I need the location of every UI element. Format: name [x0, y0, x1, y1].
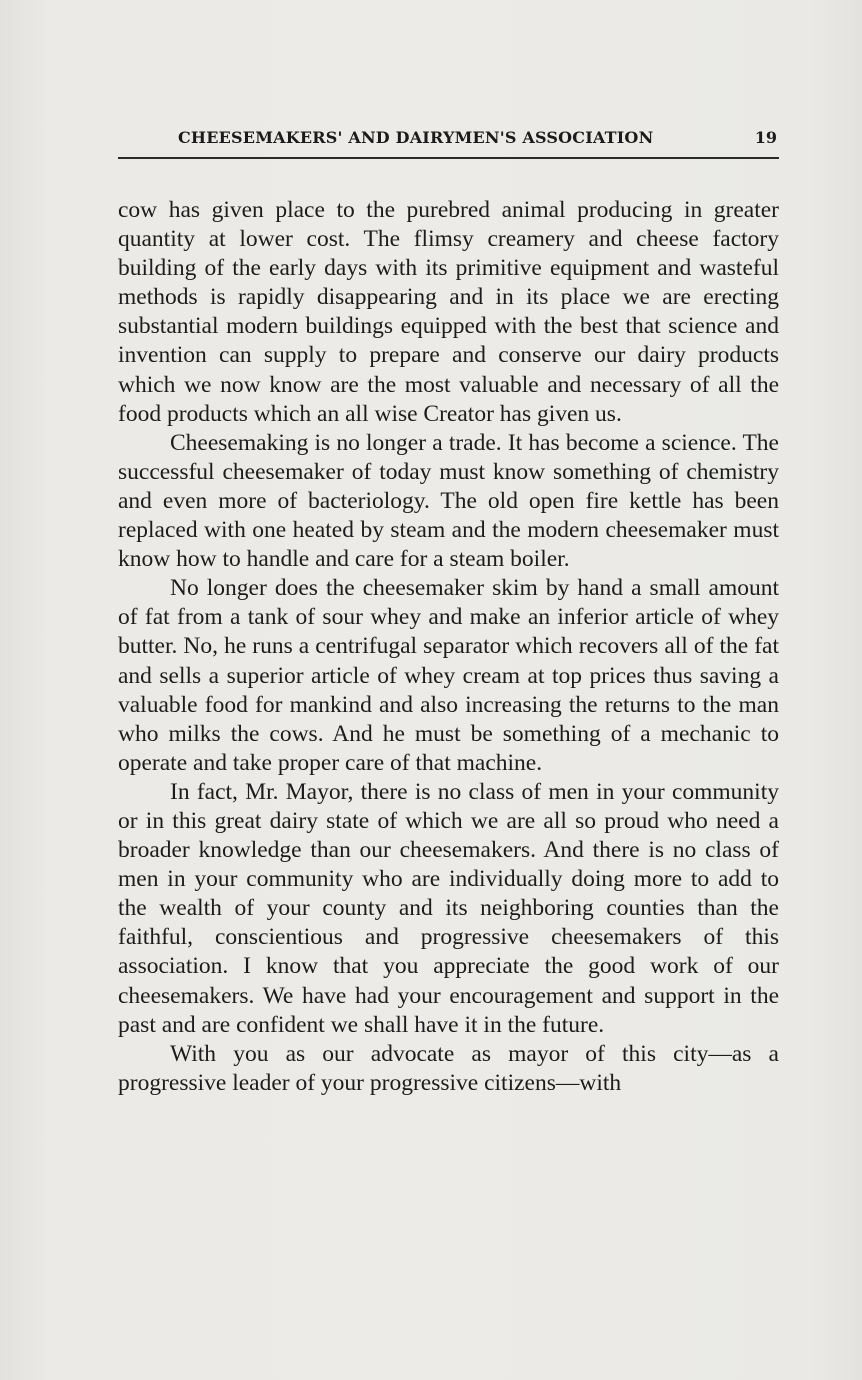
header-rule	[118, 157, 779, 159]
paragraph: Cheesemaking is no longer a trade. It has become a science. The successful cheesemaker of today must know something of chemistry and even more of bacteriology. The old open fire kettle has been replaced with one heated by steam and the modern cheesemaker must know how to handle and care for a steam boiler.	[118, 429, 779, 573]
running-head: CHEESEMAKERS' AND DAIRYMEN'S ASSOCIATION	[178, 128, 654, 147]
body-text	[118, 196, 779, 1098]
page-number: 19	[754, 128, 777, 147]
paragraph: In fact, Mr. Mayor, there is no class of men in your community or in this great dairy state of which we are all so proud who need a broader knowledge than our cheesemakers. And there is no class of men in your community who are individually doing more to add to the wealth of your county and its neighboring counties than the faithful, conscientious and progressive cheesemakers of this association. I know that you appreciate the good work of our cheesemakers. We have had your encouragement and support in the past and are confident we shall have it in the future.	[118, 778, 779, 1038]
paragraph: cow has given place to the purebred animal producing in greater quantity at lower cost. The flimsy creamery and cheese factory building of the early days with its primitive equipment and wasteful methods is rapidly disappearing and in its place we are erecting substantial modern buildings equipped with the best that science and invention can supply to prepare and conserve our dairy products which we now know are the most valuable and necessary of all the food products which an all wise Creator has given us.	[118, 197, 779, 427]
paragraph: No longer does the cheesemaker skim by hand a small amount of fat from a tank of sour whey and make an inferior article of whey butter. No, he runs a centrifugal separator which recovers all of the fat and sells a superior article of whey cream at top prices thus saving a valuable food for mankind and also increasing the returns to the man who milks the cows. And he must be something of a mechanic to operate and take proper care of that machine.	[118, 575, 779, 776]
paragraph: With you as our advocate as mayor of this city—as a progressive leader of your progressive citizens—with	[118, 1040, 779, 1096]
page-header	[118, 126, 779, 154]
